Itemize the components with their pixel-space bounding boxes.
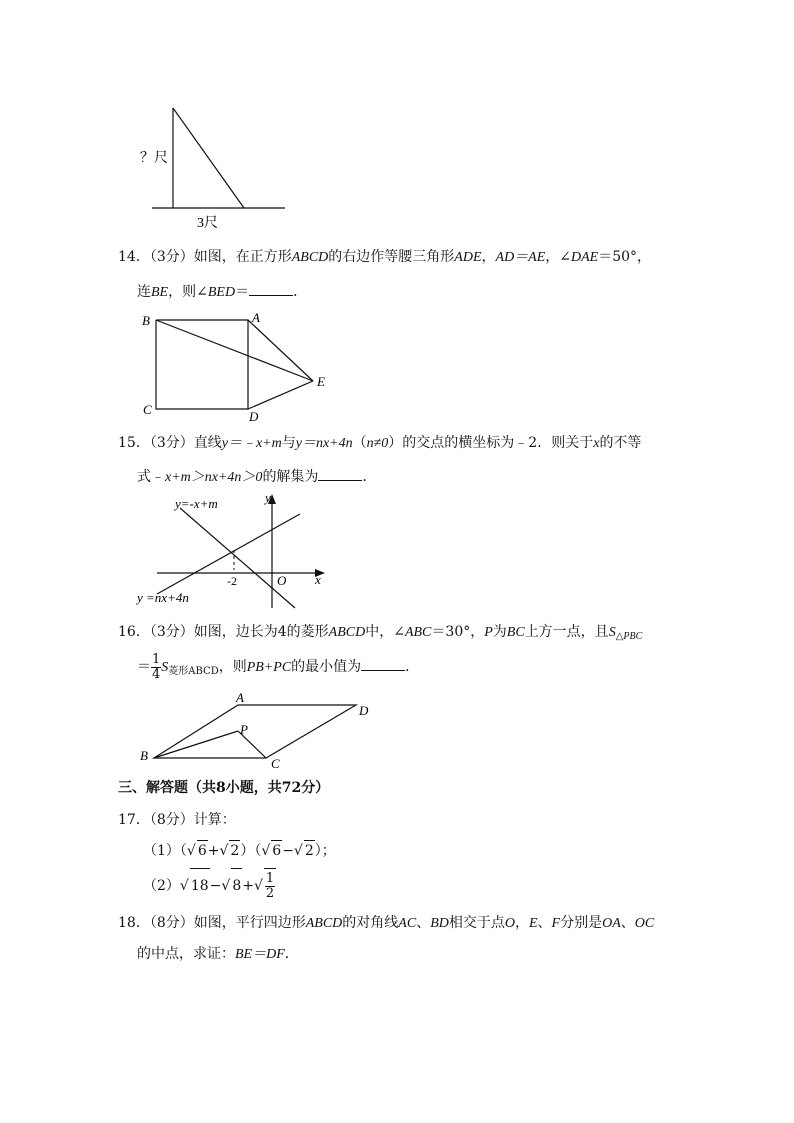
q15-graph — [135, 490, 345, 615]
x-axis-label: x — [315, 572, 321, 587]
q15-line1: 15．（3分）直线y＝﹣x+m与y＝nx+4n（n≠0）的交点的横坐标为﹣2．则关于x的不等 — [118, 435, 642, 451]
label-a: A — [236, 690, 244, 705]
line-decreasing — [180, 508, 295, 608]
segment-de — [248, 381, 313, 409]
label-e: E — [317, 374, 325, 389]
q16-line2: ＝ $\frac{1}{4}$ $S_{菱形ABCD}$，则PB+PC的最小值为 ． — [137, 651, 420, 682]
segment-ae — [248, 320, 313, 381]
sqrt-fraction — [264, 868, 276, 903]
label-d: D — [249, 409, 259, 424]
fraction-half: $\frac{1}{2}$ — [265, 870, 275, 901]
q14-line2: 连BE，则∠BED＝ ． — [137, 281, 307, 303]
label-b: B — [142, 313, 150, 328]
label-a: A — [252, 310, 260, 325]
base-label: 3尺 — [197, 216, 218, 231]
rhombus-abcd — [154, 705, 356, 758]
label-p: P — [240, 722, 248, 737]
label-top-line: y=-x+m — [175, 496, 218, 511]
q14-figure — [138, 308, 338, 428]
origin-label: O — [277, 573, 287, 588]
label-c: C — [143, 402, 152, 417]
q16-line1: 16．（3分）如图，边长为4的菱形ABCD中，∠ABC＝30°，P为BC上方一点，且$S_{\triangle PBC}$ — [118, 624, 643, 642]
q17-part2: （2）√ 18−√ 8+√ $\frac{1}{2}$ — [143, 868, 276, 903]
segment-be — [156, 320, 313, 381]
section-title: 三、解答题（共8小题，共72分） — [118, 780, 330, 796]
label-c: C — [271, 756, 280, 771]
q17-line: 17．（8分）计算： — [118, 812, 236, 828]
q13-figure — [140, 100, 300, 235]
segment-bp — [154, 731, 238, 758]
answer-blank — [249, 281, 293, 296]
label-bottom-line: y =nx+4n — [137, 590, 189, 605]
y-axis-label: y — [265, 490, 271, 505]
q18-line2: 的中点，求证：BE＝DF． — [137, 946, 299, 962]
answer-blank — [361, 656, 405, 671]
label-d: D — [359, 703, 369, 718]
square-abcd — [156, 320, 248, 409]
q14-line1: 14．（3分）如图，在正方形ABCD的右边作等腰三角形ADE，AD＝AE，∠DAE＝50°， — [118, 249, 652, 265]
q16-figure — [138, 688, 388, 773]
q18-line1: 18．（8分）如图，平行四边形ABCD的对角线AC、BD相交于点O，E、F分别是OA、OC — [118, 915, 655, 931]
q17-part1: （1）（√ 6+√ 2）（√ 6−√ 2）； — [143, 840, 336, 861]
side-label: ？尺 — [140, 151, 168, 166]
answer-blank — [318, 466, 362, 481]
label-b: B — [140, 748, 148, 763]
fraction-quarter: $\frac{1}{4}$ — [152, 651, 161, 682]
tick-label: -2 — [227, 574, 237, 588]
q15-line2: 式﹣x+m＞nx+4n＞0的解集为 ． — [137, 466, 376, 488]
hypotenuse — [173, 108, 244, 208]
